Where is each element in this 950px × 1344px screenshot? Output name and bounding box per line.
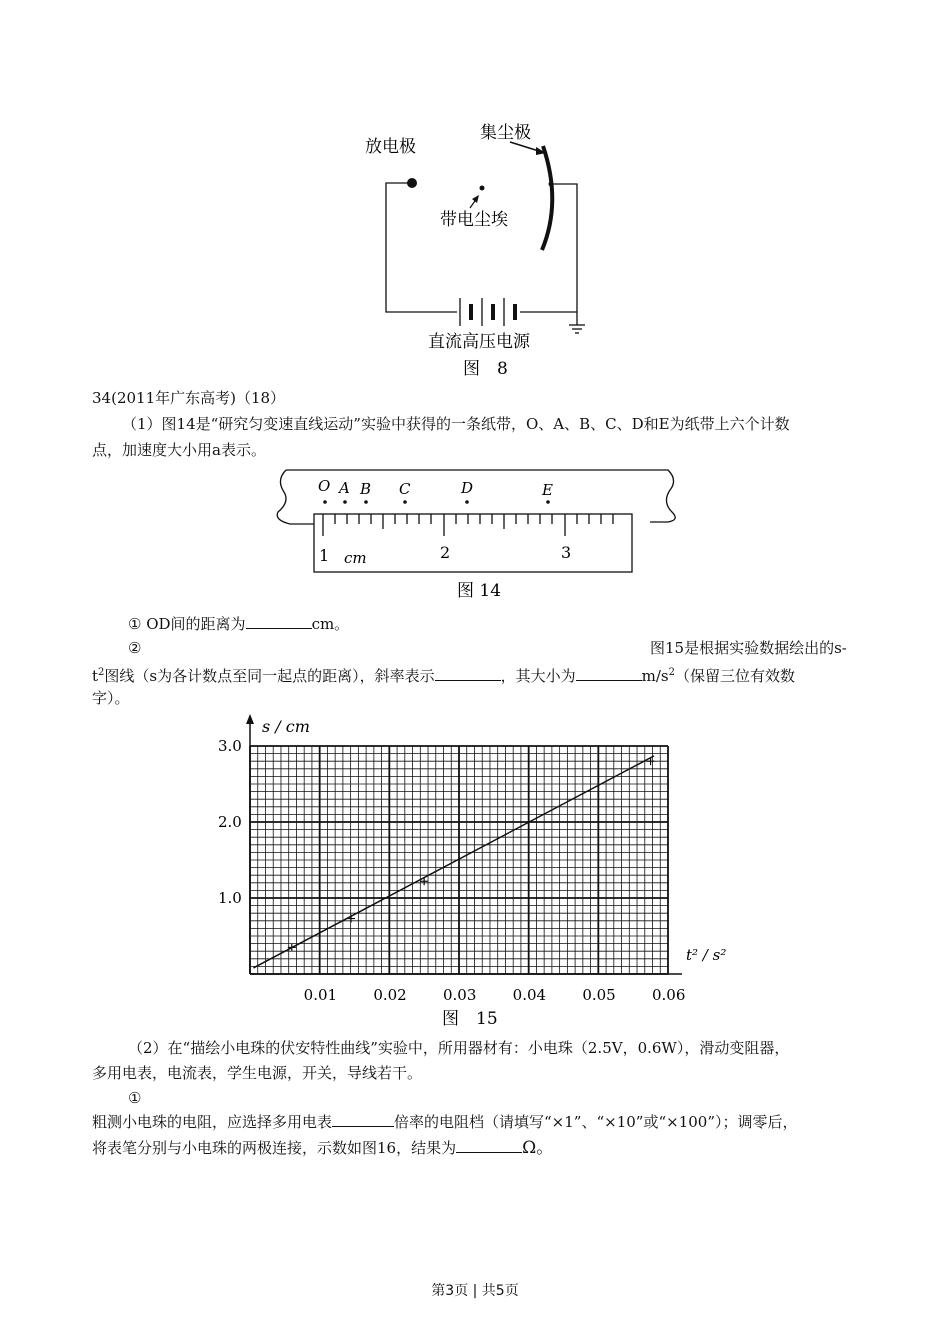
scale-unit: cm [344,549,367,567]
power-supply-label: 直流高压电源 [428,332,530,352]
sub2-line-c: 字）。 [92,689,130,707]
sub1-line: ① OD间的距离为 cm。 [128,615,350,633]
figure-15-caption: 图 15 [442,1009,498,1029]
y-axis-label: s / cm [262,717,310,736]
y-tick-label: 1.0 [218,889,242,907]
x-tick-label: 0.05 [582,986,616,1004]
scale-label-1: 1 [319,546,330,565]
y-tick-label: 3.0 [218,737,242,755]
part2-line3: 粗测小电珠的电阻，应选择多用电表 倍率的电阻档（请填写“×1”、“×10”或“×100”）；调零后， [92,1113,798,1131]
q34-part1-line2: 点，加速度大小用a表示。 [92,441,266,459]
part2-circle: ① [128,1089,142,1107]
figure-8-caption: 图 8 [463,359,508,379]
collector-electrode-label: 集尘极 [480,123,531,143]
sub2-line-b: $t^2$图线（s为各计数点至同一起点的距离），斜率表示 ，其大小为 $m/s^2$（保留三位有效数 [92,667,795,685]
figure-14-caption: 图 14 [457,581,502,601]
part2-line2: 多用电表，电流表，学生电源，开关，导线若干。 [92,1064,423,1082]
x-tick-label: 0.04 [512,986,547,1004]
point-O: O [318,477,331,495]
x-axis-label: t² / s² [686,946,727,964]
point-B: B [360,480,372,498]
part2-line1: （2）在“描绘小电珠的伏安特性曲线”实验中，所用器材有：小电珠（2.5V，0.6W），滑动变阻器， [128,1039,790,1057]
y-tick-label: 2.0 [218,813,242,831]
discharge-electrode-label: 放电极 [365,137,416,157]
blank-resistance[interactable] [456,1138,522,1153]
point-C: C [399,480,411,498]
dust-label: 带电尘埃 [440,210,508,230]
scale-label-3: 3 [561,543,572,562]
blank-od-distance[interactable] [246,614,312,629]
y-axis-arrow [246,714,254,724]
figure-15-chart [200,712,760,1032]
page-footer: 第3页 | 共5页 [431,1283,519,1299]
x-tick-label: 0.06 [652,986,686,1004]
q34-part1-line1: （1）图14是“研究匀变速直线运动”实验中获得的一条纸带，O、A、B、C、D和E为纸带上六个计数 [122,415,790,433]
x-tick-label: 0.01 [303,986,338,1004]
circle-1: ① [128,615,142,633]
point-D: D [461,479,474,497]
sub2-circle: ② [128,639,142,657]
part2-line4: 将表笔分别与小电珠的两极连接，示数如图16，结果为 Ω。 [92,1138,554,1158]
blank-slope-meaning[interactable] [435,666,501,681]
question-header: 34(2011年广东高考)（18） [92,389,286,407]
point-A: A [339,479,350,497]
figure-14 [270,466,690,606]
chart-axes [246,714,682,974]
x-tick-label: 0.03 [443,986,477,1004]
scale-label-2: 2 [440,543,451,562]
blank-multiplier[interactable] [332,1112,394,1127]
data-point-marker [347,915,355,923]
sub2-line-a: 图15是根据实验数据绘出的s- [650,639,847,657]
chart-grid [250,746,668,974]
point-E: E [542,481,553,499]
x-tick-label: 0.02 [373,986,407,1004]
figure-8 [330,110,630,390]
blank-slope-value[interactable] [576,666,642,681]
